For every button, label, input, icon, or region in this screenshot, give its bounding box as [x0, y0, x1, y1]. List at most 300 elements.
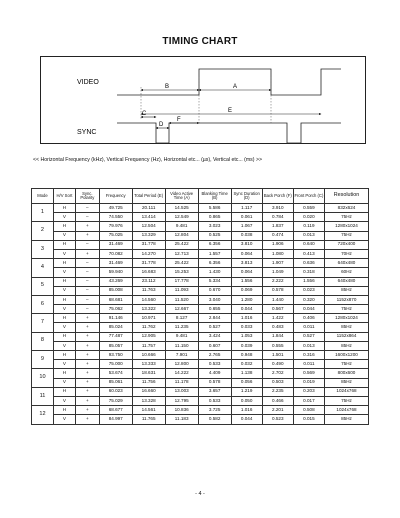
hv-sort-cell: V	[53, 249, 75, 258]
resolution-cell: 1024x768	[324, 387, 368, 396]
back-porch-cell: 1.906	[262, 240, 293, 249]
sync-polarity-cell: –	[75, 305, 99, 314]
back-porch-cell: 0.483	[262, 323, 293, 332]
table-row	[32, 213, 369, 222]
blanking-time-cell: 0.533	[198, 396, 231, 405]
mode-cell: 8	[32, 332, 54, 350]
back-porch-cell: 1.907	[262, 259, 293, 268]
total-period-cell: 23.112	[132, 277, 165, 286]
video-active-cell: 17.778	[165, 277, 198, 286]
header-front-porch: Front Porch (C)	[293, 189, 324, 204]
front-porch-cell: 0.119	[293, 222, 324, 231]
frequency-cell: 60.023	[99, 387, 132, 396]
total-period-cell: 16.683	[132, 268, 165, 277]
blanking-time-cell: 0.582	[198, 415, 231, 424]
sync-polarity-cell: +	[75, 231, 99, 240]
hv-sort-cell: H	[53, 406, 75, 415]
front-porch-cell: 0.011	[293, 323, 324, 332]
sync-duration-cell: 1.280	[231, 295, 262, 304]
back-porch-cell: 0.555	[262, 341, 293, 350]
sync-duration-cell: 1.138	[231, 369, 262, 378]
table-row	[32, 249, 369, 258]
label-a: A	[233, 84, 238, 90]
frequency-cell: 68.681	[99, 295, 132, 304]
sync-duration-cell: 0.948	[231, 351, 262, 360]
sync-duration-cell: 0.033	[231, 323, 262, 332]
table-row	[32, 231, 369, 240]
table-row	[32, 396, 369, 405]
table-row	[32, 240, 369, 249]
video-active-cell: 11.150	[165, 341, 198, 350]
sync-duration-cell: 0.032	[231, 360, 262, 369]
video-active-cell: 14.525	[165, 204, 198, 213]
table-row	[32, 204, 369, 213]
front-porch-cell: 0.017	[293, 396, 324, 405]
back-porch-cell: 2.201	[262, 406, 293, 415]
back-porch-cell: 1.837	[262, 222, 293, 231]
front-porch-cell: 0.508	[293, 406, 324, 415]
blanking-time-cell: 6.356	[198, 259, 231, 268]
mode-cell: 11	[32, 387, 54, 405]
blanking-time-cell: 0.533	[198, 360, 231, 369]
back-porch-cell: 2.222	[262, 277, 293, 286]
video-active-cell: 12.804	[165, 231, 198, 240]
frequency-cell: 31.469	[99, 240, 132, 249]
mode-cell: 10	[32, 369, 54, 387]
resolution-cell: 75Hz	[324, 360, 368, 369]
frequency-cell: 79.976	[99, 222, 132, 231]
front-porch-cell: 0.013	[293, 231, 324, 240]
sync-polarity-cell: +	[75, 249, 99, 258]
front-porch-cell: 0.406	[293, 314, 324, 323]
resolution-cell: 85Hz	[324, 323, 368, 332]
header-total-period: Total Period (E)	[132, 189, 165, 204]
hv-sort-cell: V	[53, 213, 75, 222]
header-sync-polarity: Sync. Polarity	[75, 189, 99, 204]
video-active-cell: 11.235	[165, 323, 198, 332]
sync-polarity-cell: +	[75, 415, 99, 424]
header-video-active: Video Active Time (A)	[165, 189, 198, 204]
frequency-cell: 84.997	[99, 415, 132, 424]
frequency-cell: 77.487	[99, 332, 132, 341]
front-porch-cell: 0.013	[293, 341, 324, 350]
blanking-time-cell: 0.578	[198, 378, 231, 387]
frequency-cell: 59.940	[99, 268, 132, 277]
resolution-cell: 1152x870	[324, 295, 368, 304]
hv-sort-cell: V	[53, 268, 75, 277]
video-active-cell: 7.901	[165, 351, 198, 360]
table-row	[32, 360, 369, 369]
sync-duration-cell: 0.056	[231, 378, 262, 387]
front-porch-cell: 0.015	[293, 415, 324, 424]
video-active-cell: 10.836	[165, 406, 198, 415]
sync-waveform	[117, 123, 341, 143]
sync-polarity-cell: +	[75, 314, 99, 323]
hv-sort-cell: H	[53, 277, 75, 286]
total-period-cell: 16.660	[132, 387, 165, 396]
hv-sort-cell: H	[53, 204, 75, 213]
label-c: C	[142, 111, 147, 117]
sync-duration-cell: 3.810	[231, 240, 262, 249]
resolution-cell: 75Hz	[324, 231, 368, 240]
sync-polarity-cell: –	[75, 295, 99, 304]
sync-polarity-cell: +	[75, 378, 99, 387]
blanking-time-cell: 3.424	[198, 332, 231, 341]
table-row	[32, 341, 369, 350]
total-period-cell: 12.504	[132, 222, 165, 231]
frequency-cell: 85.008	[99, 286, 132, 295]
sync-duration-cell: 0.038	[231, 231, 262, 240]
table-row	[32, 286, 369, 295]
total-period-cell: 10.666	[132, 351, 165, 360]
sync-duration-cell: 1.016	[231, 314, 262, 323]
sync-polarity-cell: +	[75, 323, 99, 332]
frequency-cell: 85.061	[99, 378, 132, 387]
blanking-time-cell: 0.655	[198, 305, 231, 314]
hv-sort-cell: H	[53, 295, 75, 304]
resolution-cell: 1152x864	[324, 332, 368, 341]
hv-sort-cell: V	[53, 396, 75, 405]
label-d: D	[159, 122, 164, 128]
sync-polarity-cell: –	[75, 286, 99, 295]
total-period-cell: 11.762	[132, 323, 165, 332]
front-porch-cell: 0.559	[293, 204, 324, 213]
front-porch-cell: 0.320	[293, 295, 324, 304]
resolution-cell: 75Hz	[324, 396, 368, 405]
header-back-porch: Back Porch (F)	[262, 189, 293, 204]
resolution-cell: 75Hz	[324, 213, 368, 222]
timing-diagram	[40, 56, 366, 144]
hv-sort-cell: V	[53, 286, 75, 295]
header-hv-sort: H/V Sort	[53, 189, 75, 204]
resolution-cell: 85Hz	[324, 286, 368, 295]
blanking-time-cell: 6.356	[198, 240, 231, 249]
header-resolution: Resolution	[324, 189, 368, 204]
sync-polarity-cell: +	[75, 351, 99, 360]
timing-diagram-svg	[41, 57, 367, 145]
front-porch-cell: 0.023	[293, 286, 324, 295]
mode-cell: 12	[32, 406, 54, 424]
video-active-cell: 11.093	[165, 286, 198, 295]
hv-sort-cell: V	[53, 378, 75, 387]
back-porch-cell: 1.080	[262, 249, 293, 258]
front-porch-cell: 0.569	[293, 369, 324, 378]
sync-duration-cell: 1.053	[231, 332, 262, 341]
video-active-cell: 12.549	[165, 213, 198, 222]
video-active-cell: 11.520	[165, 295, 198, 304]
video-active-cell: 9.481	[165, 222, 198, 231]
sync-polarity-cell: +	[75, 341, 99, 350]
hv-sort-cell: H	[53, 387, 75, 396]
frequency-cell: 31.469	[99, 259, 132, 268]
front-porch-cell: 0.636	[293, 259, 324, 268]
table-row	[32, 222, 369, 231]
total-period-cell: 31.778	[132, 259, 165, 268]
video-waveform	[117, 69, 341, 95]
blanking-time-cell: 5.334	[198, 277, 231, 286]
frequency-cell: 85.057	[99, 341, 132, 350]
video-active-cell: 12.667	[165, 305, 198, 314]
table-row	[32, 406, 369, 415]
sync-duration-cell: 1.067	[231, 222, 262, 231]
sync-duration-cell: 0.044	[231, 415, 262, 424]
video-active-cell: 13.003	[165, 387, 198, 396]
sync-polarity-cell: +	[75, 222, 99, 231]
sync-duration-cell: 0.039	[231, 341, 262, 350]
resolution-cell: 832x624	[324, 204, 368, 213]
mode-cell: 1	[32, 204, 54, 222]
mode-cell: 4	[32, 259, 54, 277]
blanking-time-cell: 5.586	[198, 204, 231, 213]
mode-cell: 2	[32, 222, 54, 240]
total-period-cell: 12.905	[132, 332, 165, 341]
blanking-time-cell: 3.657	[198, 387, 231, 396]
total-period-cell: 14.270	[132, 249, 165, 258]
frequency-cell: 43.269	[99, 277, 132, 286]
table-row	[32, 295, 369, 304]
front-porch-cell: 0.413	[293, 249, 324, 258]
front-porch-cell: 0.640	[293, 240, 324, 249]
table-row	[32, 415, 369, 424]
blanking-time-cell: 0.865	[198, 213, 231, 222]
label-f: F	[177, 117, 181, 123]
label-e: E	[228, 108, 233, 114]
sync-polarity-cell: –	[75, 268, 99, 277]
hv-sort-cell: V	[53, 360, 75, 369]
frequency-cell: 68.677	[99, 406, 132, 415]
back-porch-cell: 0.523	[262, 415, 293, 424]
total-period-cell: 14.560	[132, 295, 165, 304]
video-active-cell: 25.422	[165, 259, 198, 268]
hv-sort-cell: H	[53, 332, 75, 341]
units-caption: << Horizontal Frequency (kHz), Vertical Frequency (Hz), Horizontal etc... (µs), Vertical etc... (ms) >>	[33, 157, 263, 163]
sync-duration-cell: 0.064	[231, 249, 262, 258]
resolution-cell: 1280x1024	[324, 314, 368, 323]
video-active-cell: 25.422	[165, 240, 198, 249]
blanking-time-cell: 4.409	[198, 369, 231, 378]
back-porch-cell: 0.474	[262, 231, 293, 240]
sync-duration-cell: 0.069	[231, 286, 262, 295]
frequency-cell: 74.550	[99, 213, 132, 222]
mode-cell: 9	[32, 351, 54, 369]
hv-sort-cell: V	[53, 341, 75, 350]
table-row	[32, 332, 369, 341]
total-period-cell: 13.333	[132, 360, 165, 369]
sync-polarity-cell: –	[75, 213, 99, 222]
sync-polarity-cell: +	[75, 369, 99, 378]
front-porch-cell: 1.556	[293, 277, 324, 286]
resolution-cell: 70Hz	[324, 249, 368, 258]
total-period-cell: 13.322	[132, 305, 165, 314]
video-active-cell: 8.127	[165, 314, 198, 323]
front-porch-cell: 0.011	[293, 360, 324, 369]
video-active-cell: 12.795	[165, 396, 198, 405]
blanking-time-cell: 2.844	[198, 314, 231, 323]
resolution-cell: 720x400	[324, 240, 368, 249]
video-active-cell: 12.713	[165, 249, 198, 258]
sync-duration-cell: 0.044	[231, 305, 262, 314]
table-row	[32, 369, 369, 378]
back-porch-cell: 1.844	[262, 332, 293, 341]
total-period-cell: 11.765	[132, 415, 165, 424]
blanking-time-cell: 0.670	[198, 286, 231, 295]
sync-polarity-cell: +	[75, 360, 99, 369]
table-row	[32, 378, 369, 387]
video-active-cell: 14.222	[165, 369, 198, 378]
frequency-cell: 75.000	[99, 360, 132, 369]
sync-duration-cell: 0.061	[231, 213, 262, 222]
back-porch-cell: 0.466	[262, 396, 293, 405]
resolution-cell: 1280x1024	[324, 222, 368, 231]
total-period-cell: 11.763	[132, 286, 165, 295]
sync-polarity-cell: –	[75, 277, 99, 286]
total-period-cell: 11.757	[132, 341, 165, 350]
frequency-cell: 93.750	[99, 351, 132, 360]
hv-sort-cell: H	[53, 240, 75, 249]
total-period-cell: 13.329	[132, 231, 165, 240]
hv-sort-cell: H	[53, 314, 75, 323]
total-period-cell: 14.561	[132, 406, 165, 415]
video-active-cell: 12.800	[165, 360, 198, 369]
back-porch-cell: 1.440	[262, 295, 293, 304]
sync-duration-cell: 1.016	[231, 406, 262, 415]
video-active-cell: 11.178	[165, 378, 198, 387]
table-row	[32, 387, 369, 396]
frequency-cell: 75.029	[99, 396, 132, 405]
sync-label: SYNC	[77, 129, 97, 136]
table-header-row	[32, 189, 369, 204]
frequency-cell: 91.146	[99, 314, 132, 323]
table-row	[32, 259, 369, 268]
table-row	[32, 277, 369, 286]
back-porch-cell: 0.490	[262, 360, 293, 369]
blanking-time-cell: 1.557	[198, 249, 231, 258]
blanking-time-cell: 1.430	[198, 268, 231, 277]
timing-table	[31, 188, 369, 425]
total-period-cell: 13.328	[132, 396, 165, 405]
header-blanking-time: Blanking Time (B)	[198, 189, 231, 204]
frequency-cell: 70.082	[99, 249, 132, 258]
front-porch-cell: 0.316	[293, 351, 324, 360]
resolution-cell: 800x600	[324, 369, 368, 378]
sync-duration-cell: 3.813	[231, 259, 262, 268]
front-porch-cell: 0.019	[293, 378, 324, 387]
table-row	[32, 305, 369, 314]
sync-duration-cell: 1.556	[231, 277, 262, 286]
table-row	[32, 351, 369, 360]
total-period-cell: 31.778	[132, 240, 165, 249]
back-porch-cell: 1.049	[262, 268, 293, 277]
front-porch-cell: 0.318	[293, 268, 324, 277]
front-porch-cell: 0.203	[293, 387, 324, 396]
back-porch-cell: 0.578	[262, 286, 293, 295]
mode-cell: 3	[32, 240, 54, 258]
sync-polarity-cell: –	[75, 240, 99, 249]
page-number: - 4 -	[195, 491, 205, 497]
frequency-cell: 85.024	[99, 323, 132, 332]
mode-cell: 6	[32, 295, 54, 313]
video-active-cell: 11.183	[165, 415, 198, 424]
sync-polarity-cell: +	[75, 332, 99, 341]
hv-sort-cell: H	[53, 351, 75, 360]
sync-duration-cell: 1.219	[231, 387, 262, 396]
resolution-cell: 1600x1200	[324, 351, 368, 360]
back-porch-cell: 2.702	[262, 369, 293, 378]
back-porch-cell: 1.501	[262, 351, 293, 360]
resolution-cell: 85Hz	[324, 415, 368, 424]
mode-cell: 7	[32, 314, 54, 332]
blanking-time-cell: 3.040	[198, 295, 231, 304]
hv-sort-cell: H	[53, 369, 75, 378]
frequency-cell: 75.025	[99, 231, 132, 240]
label-b: B	[165, 84, 170, 90]
resolution-cell: 85Hz	[324, 378, 368, 387]
blanking-time-cell: 3.023	[198, 222, 231, 231]
total-period-cell: 11.756	[132, 378, 165, 387]
timing-table-body	[32, 204, 369, 425]
sync-polarity-cell: +	[75, 387, 99, 396]
header-mode: Mode	[32, 189, 54, 204]
front-porch-cell: 0.020	[293, 213, 324, 222]
mode-cell: 5	[32, 277, 54, 295]
hv-sort-cell: V	[53, 231, 75, 240]
table-row	[32, 323, 369, 332]
back-porch-cell: 2.235	[262, 387, 293, 396]
blanking-time-cell: 0.607	[198, 341, 231, 350]
resolution-cell: 75Hz	[324, 305, 368, 314]
blanking-time-cell: 3.725	[198, 406, 231, 415]
back-porch-cell: 0.503	[262, 378, 293, 387]
header-sync-duration: Sync Duration (D)	[231, 189, 262, 204]
frequency-cell: 53.674	[99, 369, 132, 378]
blanking-time-cell: 0.525	[198, 231, 231, 240]
total-period-cell: 13.414	[132, 213, 165, 222]
resolution-cell: 60Hz	[324, 268, 368, 277]
header-frequency: Frequency	[99, 189, 132, 204]
sync-polarity-cell: +	[75, 406, 99, 415]
resolution-cell: 640x480	[324, 277, 368, 286]
video-active-cell: 9.481	[165, 332, 198, 341]
frequency-cell: 49.725	[99, 204, 132, 213]
back-porch-cell: 1.422	[262, 314, 293, 323]
resolution-cell: 640x480	[324, 259, 368, 268]
front-porch-cell: 0.044	[293, 305, 324, 314]
back-porch-cell: 3.910	[262, 204, 293, 213]
front-porch-cell: 0.527	[293, 332, 324, 341]
back-porch-cell: 0.567	[262, 305, 293, 314]
sync-duration-cell: 0.064	[231, 268, 262, 277]
blanking-time-cell: 2.765	[198, 351, 231, 360]
blanking-time-cell: 0.527	[198, 323, 231, 332]
resolution-cell: 85Hz	[324, 341, 368, 350]
total-period-cell: 10.971	[132, 314, 165, 323]
back-porch-cell: 0.784	[262, 213, 293, 222]
frequency-cell: 75.062	[99, 305, 132, 314]
sync-polarity-cell: –	[75, 259, 99, 268]
hv-sort-cell: H	[53, 259, 75, 268]
resolution-cell: 1024x768	[324, 406, 368, 415]
video-active-cell: 15.253	[165, 268, 198, 277]
hv-sort-cell: V	[53, 323, 75, 332]
table-row	[32, 314, 369, 323]
page-title: TIMING CHART	[162, 36, 238, 47]
hv-sort-cell: V	[53, 305, 75, 314]
sync-duration-cell: 0.050	[231, 396, 262, 405]
sync-polarity-cell: –	[75, 204, 99, 213]
hv-sort-cell: V	[53, 415, 75, 424]
total-period-cell: 20.111	[132, 204, 165, 213]
hv-sort-cell: H	[53, 222, 75, 231]
